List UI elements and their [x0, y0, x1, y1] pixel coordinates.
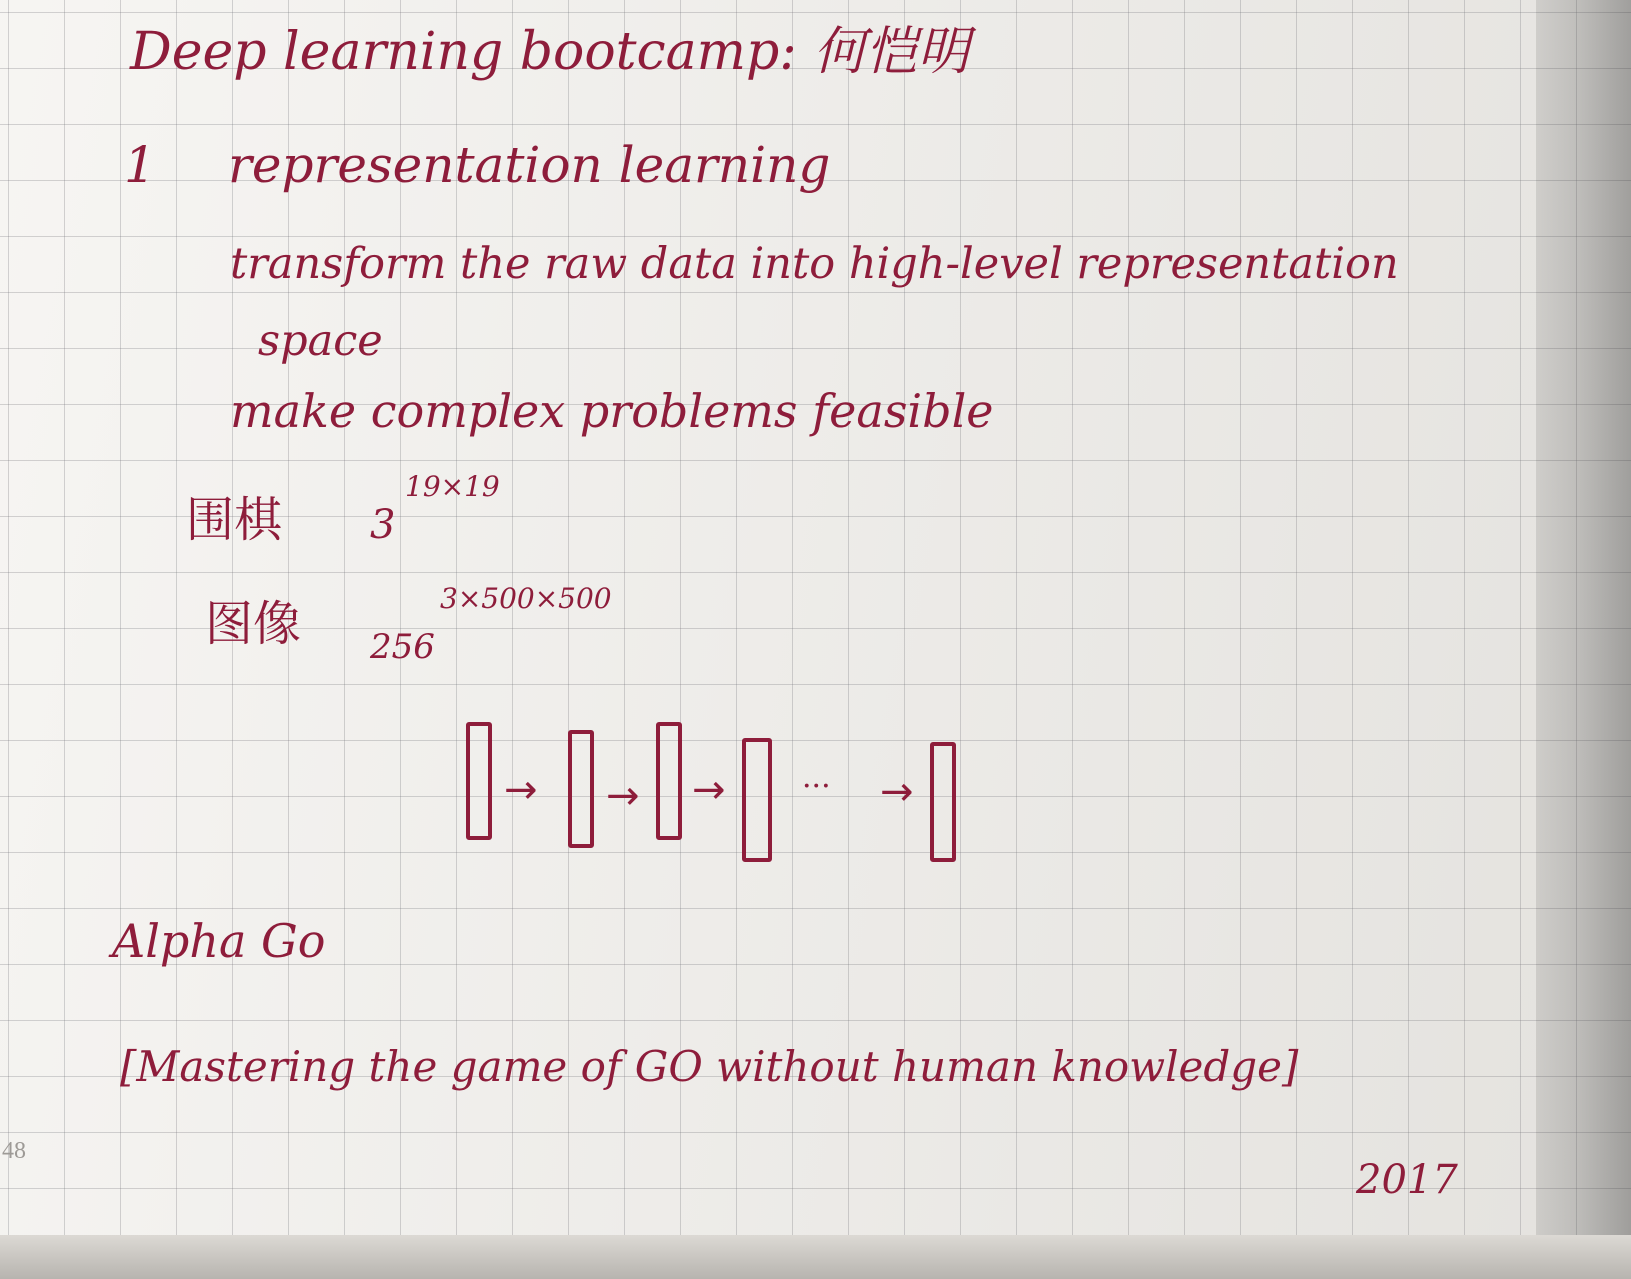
page-bottom-edge — [0, 1235, 1631, 1279]
section-number: 1 — [124, 136, 156, 194]
page-edge-shadow — [1536, 0, 1631, 1279]
layer-box — [656, 722, 682, 840]
example-base: 3 — [370, 502, 396, 548]
alphago-heading: Alpha Go — [112, 914, 326, 968]
ellipsis: ··· — [802, 769, 831, 804]
page-number: 48 — [2, 1138, 26, 1164]
arrow: → — [606, 773, 640, 819]
section-heading: representation learning — [228, 136, 831, 194]
page-title: Deep learning bootcamp: 何恺明 — [130, 22, 970, 82]
example-label: 图像 — [205, 596, 302, 652]
note-line-1: transform the raw data into high-level representation — [230, 239, 1399, 289]
note-line-3: make complex problems feasible — [230, 384, 994, 438]
paper-year: 2017 — [1356, 1157, 1458, 1203]
arrow: → — [880, 769, 914, 815]
layer-box — [742, 738, 772, 862]
arrow: → — [692, 767, 726, 813]
note-line-2: space — [258, 316, 383, 366]
example-exponent: 3×500×500 — [440, 582, 612, 615]
paper-title: [Mastering the game of GO without human knowledge] — [120, 1042, 1299, 1091]
example-label: 围棋 — [186, 492, 283, 548]
layer-box — [466, 722, 492, 840]
layer-box — [930, 742, 956, 862]
arrow: → — [504, 767, 538, 813]
example-base: 256 — [370, 627, 435, 667]
example-exponent: 19×19 — [405, 470, 500, 503]
layer-box — [568, 730, 594, 848]
